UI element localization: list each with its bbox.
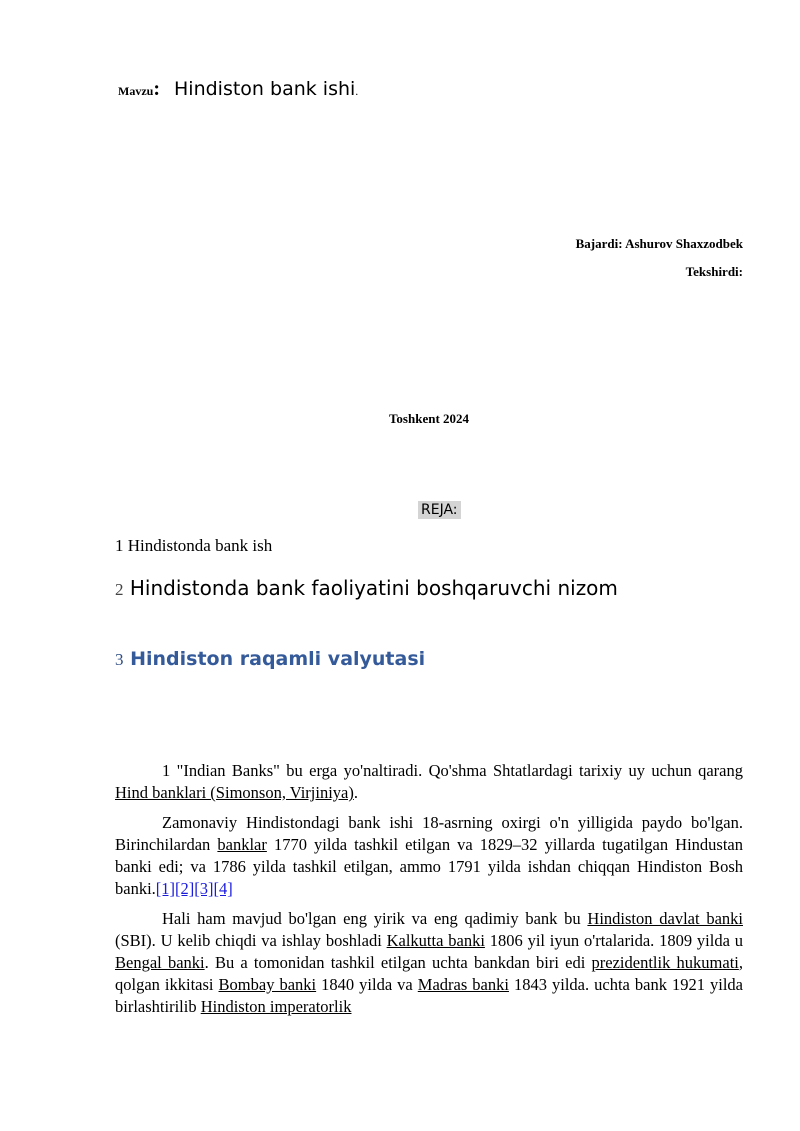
reference-link-3[interactable]: [3] (194, 879, 214, 898)
plan-item-3 (115, 648, 425, 670)
paragraph-text: 1843 yilda. uchta bank 1921 yilda birlashtirilib (115, 975, 743, 1016)
link-state-bank[interactable]: Hindiston davlat banki (587, 909, 743, 928)
subject-label: Mavzu (118, 84, 154, 98)
reference-link-4[interactable]: [4] (213, 879, 233, 898)
paragraph-sbi (115, 908, 743, 1018)
checker-line: Tekshirdi: (685, 264, 743, 279)
plan-item-1 (115, 536, 272, 556)
plan-heading: REJA: (418, 501, 461, 519)
subject-line (118, 78, 358, 101)
paragraph-text: 1 "Indian Banks" bu erga yo'naltiradi. Qo'shma Shtatlardagi tarixiy uy uchun qarang (162, 761, 743, 780)
link-madras-bank[interactable]: Madras banki (417, 975, 509, 994)
paragraph-history (115, 812, 743, 900)
plan-item-number: 1 (115, 536, 124, 555)
paragraph-text: . (353, 783, 358, 802)
paragraph-text: 1840 yilda va (316, 975, 418, 994)
paragraph-text: Hali ham mavjud bo'lgan eng yirik va eng qadimiy bank bu (162, 909, 588, 928)
link-calcutta-bank[interactable]: Kalkutta banki (386, 931, 485, 950)
paragraph-text: 1770 yilda tashkil etilgan va 1829–32 yillarda tugatilgan Hindustan banki edi; va 1786 yilda tashkil etilgan, ammo 1791 yilda ishdan chiqqan Hindiston Bosh banki. (115, 835, 743, 898)
plan-item-text: Hindistonda bank ish (123, 536, 273, 555)
author-line: Bajardi: Ashurov Shaxzodbek (575, 236, 743, 251)
link-banklar[interactable]: banklar (217, 835, 267, 854)
plan-item-text: Hindistonda bank faoliyatini boshqaruvchi nizom (123, 576, 618, 600)
link-simonson[interactable]: Hind banklari (Simonson, Virjiniya) (115, 783, 354, 802)
paragraph-text: (SBI). U kelib chiqdi va ishlay boshladi (115, 931, 387, 950)
link-bengal-bank[interactable]: Bengal banki (115, 953, 205, 972)
body-text (115, 760, 743, 1026)
reference-link-1[interactable]: [1] (155, 879, 176, 898)
subject-colon: : (153, 78, 160, 100)
paragraph-text: . Bu a tomonidan tashkil etilgan uchta bankdan biri edi (204, 953, 592, 972)
title-period: . (355, 84, 359, 98)
paragraph-text: Zamonaviy Hindistondagi bank ishi 18-asrning oxirgi o'n yilligida paydo bo'lgan. Birinchilardan (115, 813, 743, 854)
paragraph-intro (115, 760, 743, 804)
plan-item-text: Hindiston raqamli valyutasi (123, 648, 426, 670)
link-bombay-bank[interactable]: Bombay banki (218, 975, 317, 994)
link-presidency-government[interactable]: prezidentlik hukumati (591, 953, 739, 972)
reference-link-2[interactable]: [2] (175, 879, 195, 898)
paragraph-text: 1806 yil iyun o'rtalarida. 1809 yilda u (484, 931, 743, 950)
document-title: Hindiston bank ishi (174, 78, 356, 100)
plan-item-number: 3 (115, 650, 124, 669)
link-imperial-bank[interactable]: Hindiston imperatorlik (200, 997, 352, 1016)
paragraph-text: , qolgan ikkitasi (115, 953, 743, 994)
plan-item-2 (115, 576, 618, 600)
plan-item-number: 2 (115, 580, 124, 599)
city-year: Toshkent 2024 (388, 411, 470, 426)
